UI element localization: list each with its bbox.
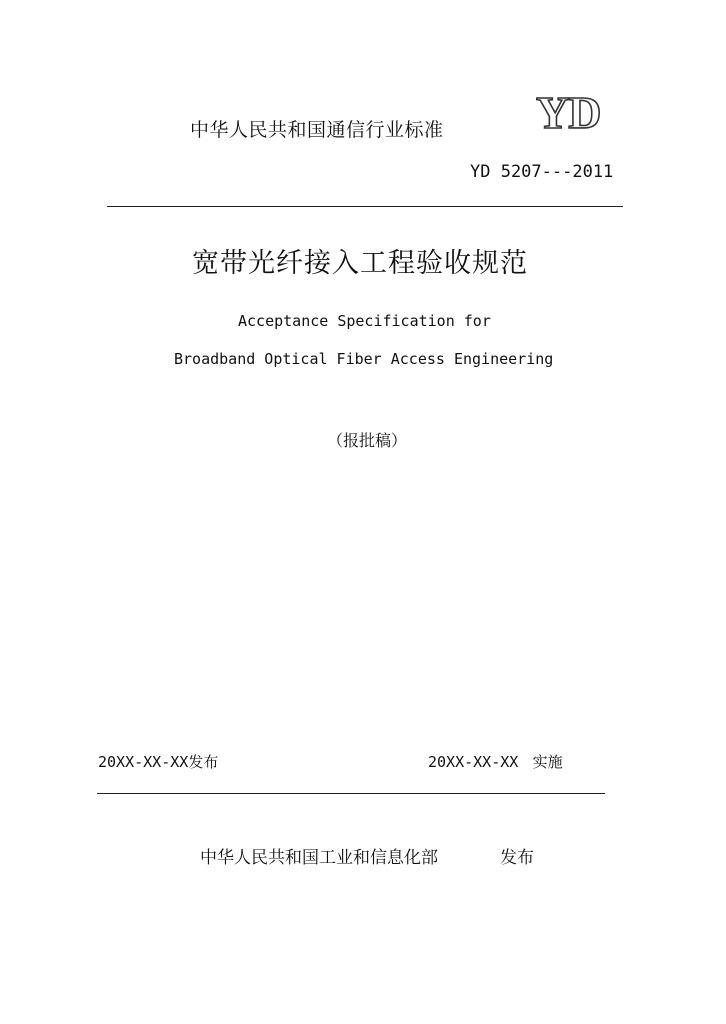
issuing-action: 发布 xyxy=(500,848,534,868)
bottom-divider xyxy=(97,793,605,794)
issue-date-block xyxy=(98,751,218,772)
document-title-cn: 宽带光纤接入工程验收规范 xyxy=(192,248,528,279)
issuing-authority: 中华人民共和国工业和信息化部 xyxy=(200,848,438,868)
effective-date-block xyxy=(428,751,563,772)
issue-label: 发布 xyxy=(188,753,219,771)
document-title-en-line1: Acceptance Specification for xyxy=(238,312,491,330)
yd-logo: YD xyxy=(536,87,601,138)
effective-label: 实施 xyxy=(532,753,563,771)
standard-category: 中华人民共和国通信行业标准 xyxy=(190,119,444,141)
effective-date: 20XX-XX-XX xyxy=(428,753,519,771)
document-title-en-line2: Broadband Optical Fiber Access Engineering xyxy=(174,350,554,368)
standard-number: YD 5207---2011 xyxy=(470,162,614,182)
top-divider xyxy=(107,206,623,207)
draft-status: （报批稿） xyxy=(327,431,408,450)
issue-date: 20XX-XX-XX xyxy=(98,753,189,771)
